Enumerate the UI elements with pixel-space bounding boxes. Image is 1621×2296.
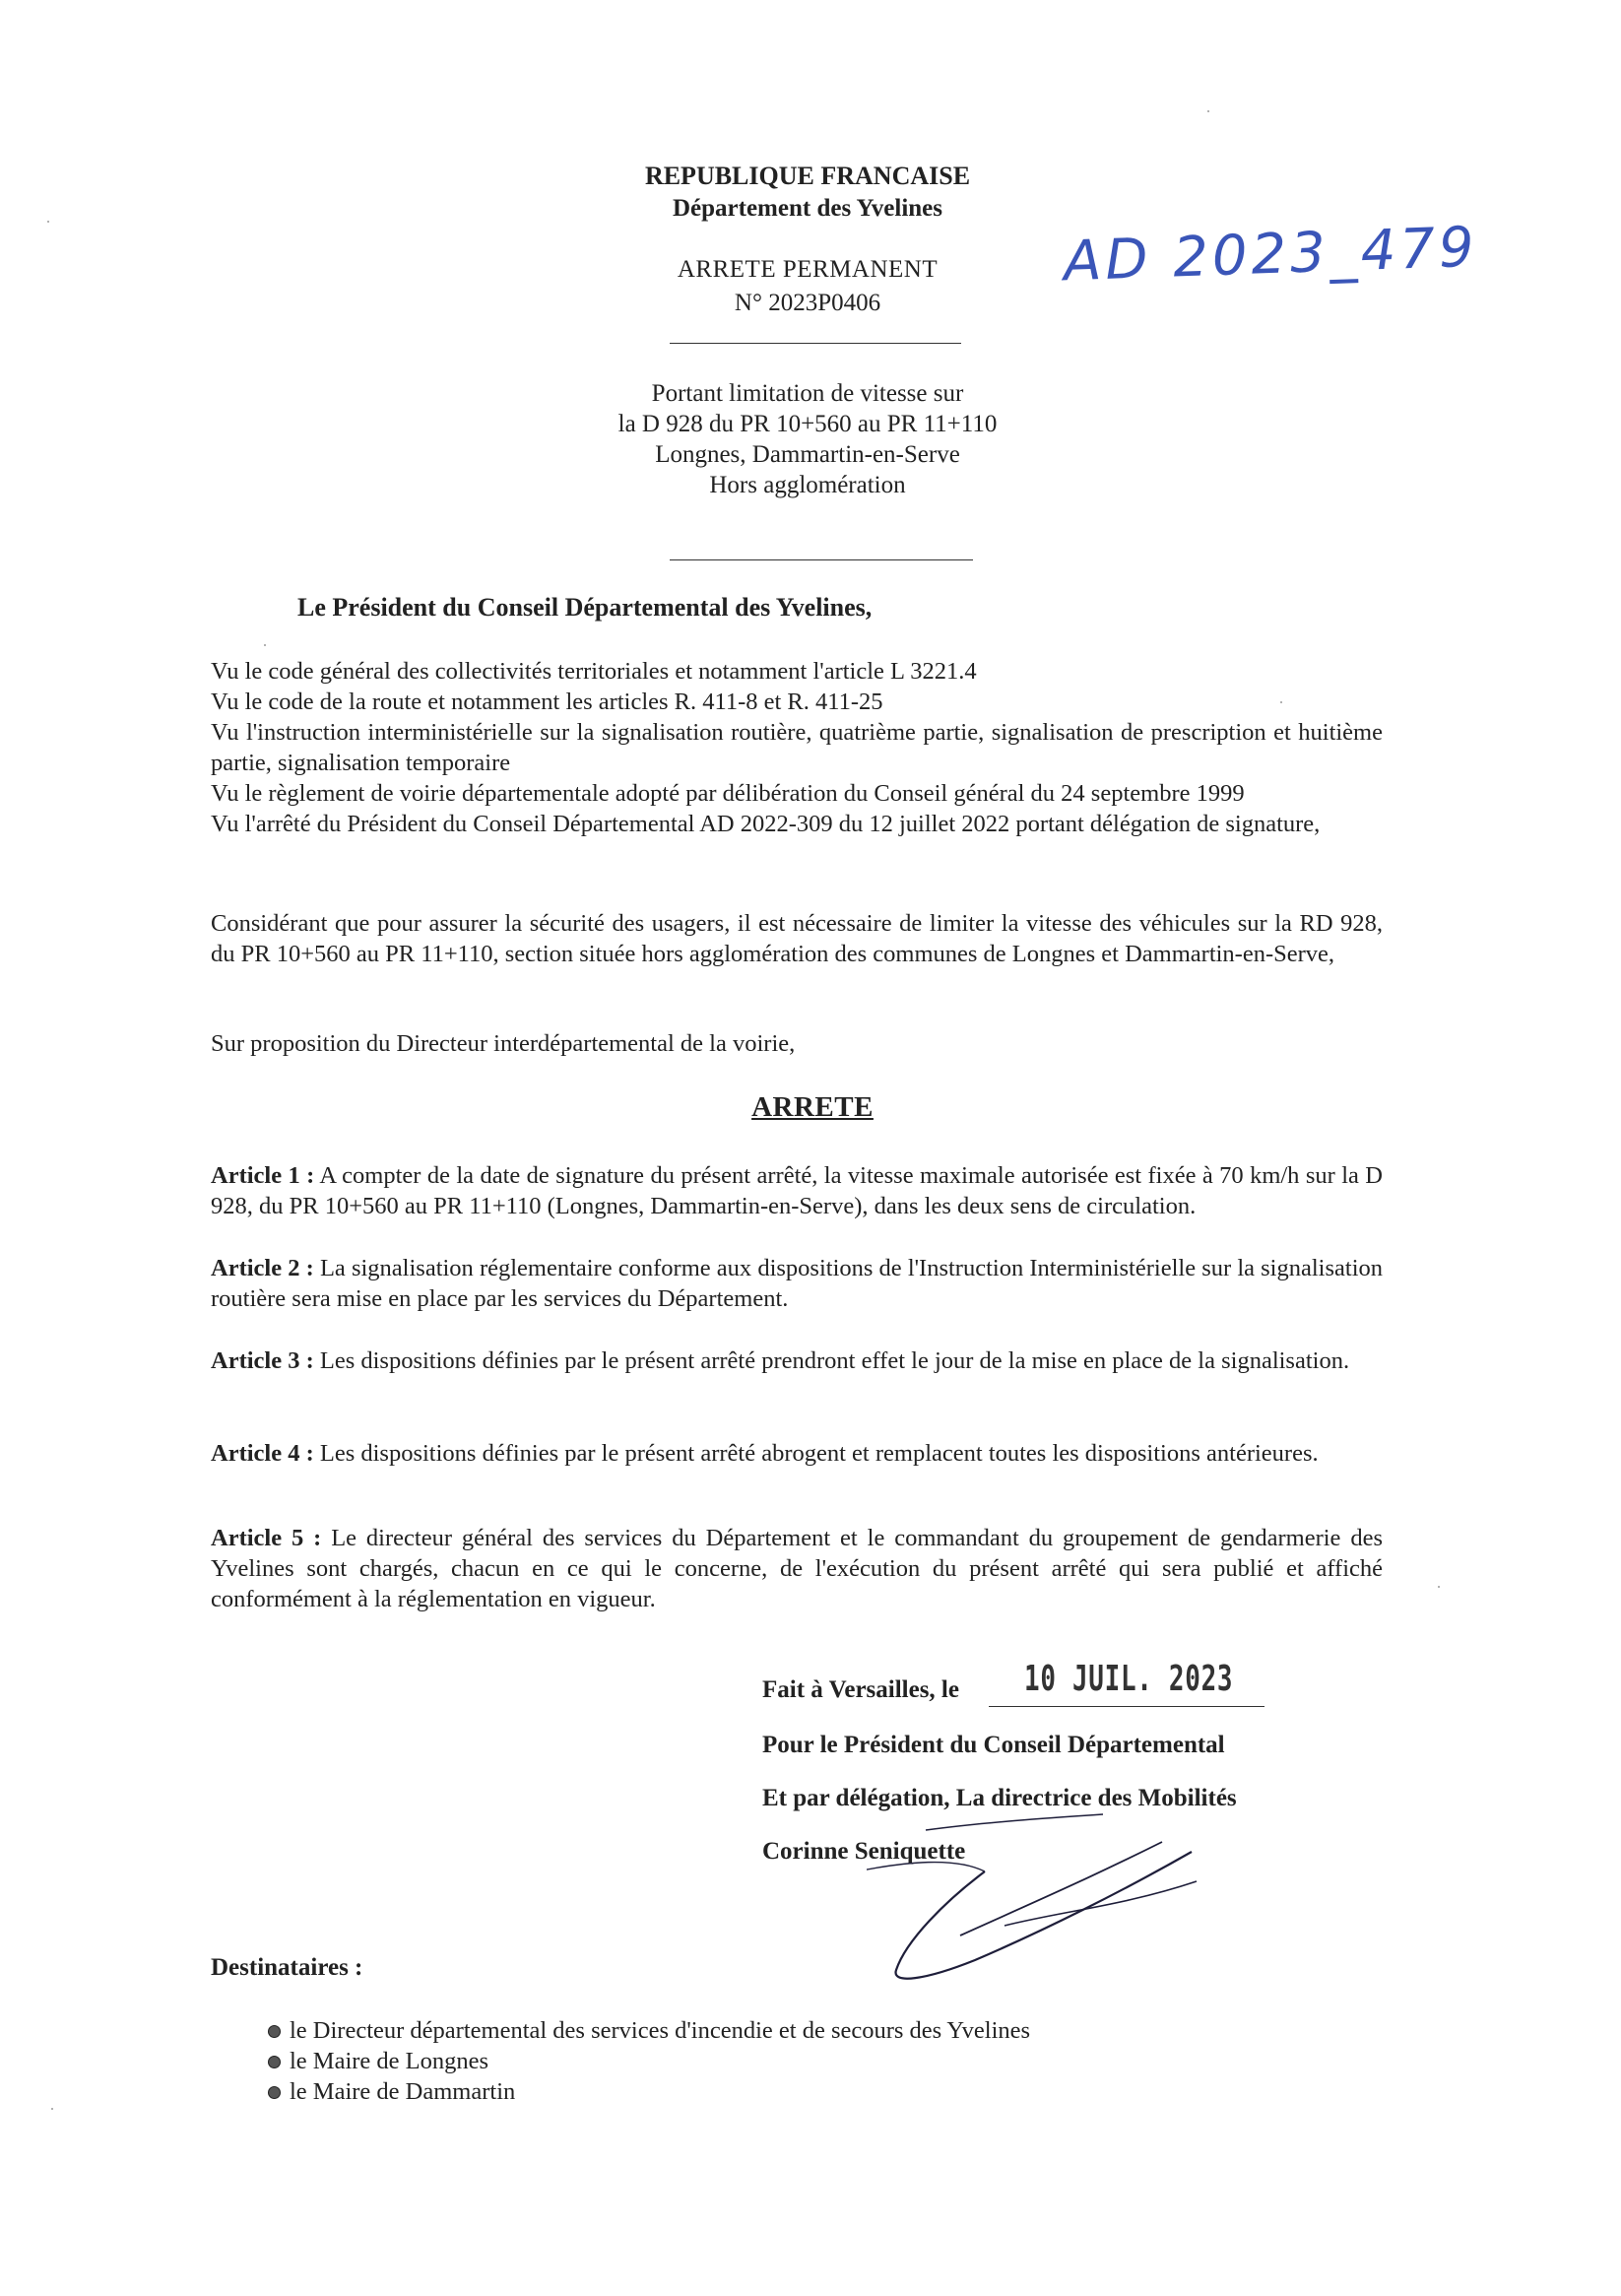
subject-block <box>512 378 1103 500</box>
article-5 <box>211 1523 1383 1614</box>
date-stamp: 10 JUIL. 2023 <box>1024 1659 1234 1699</box>
handwritten-reference: AD 2023_479 <box>1062 215 1479 295</box>
destinataire-text: le Maire de Dammartin <box>290 2078 516 2105</box>
arrete-number: N° 2023P0406 <box>734 290 881 316</box>
visa-line: Vu le code de la route et notamment les articles R. 411-8 et R. 411-25 <box>211 689 883 715</box>
par-delegation: Et par délégation, La directrice des Mobilités <box>762 1785 1237 1811</box>
article-label: Article 1 : <box>211 1162 315 1189</box>
article-3 <box>211 1345 1383 1376</box>
visa-line: Vu le code général des collectivités territoriales et notamment l'article L 3221.4 <box>211 658 977 685</box>
article-text: La signalisation réglementaire conforme aux dispositions de l'Instruction Interministérielle sur la signalisation routière sera mise en place par les services du Département. <box>211 1255 1384 1312</box>
visa-line: Vu l'instruction interministérielle sur la signalisation routière, quatrième partie, signalisation de prescription et huitième partie, signalisation temporaire <box>211 719 1383 776</box>
article-4 <box>211 1438 1383 1469</box>
article-label: Article 5 : <box>211 1525 322 1551</box>
department-title: Département des Yvelines <box>672 195 943 222</box>
subject-line: Hors agglomération <box>709 472 906 498</box>
article-text: Les dispositions définies par le présent arrêté prendront effet le jour de la mise en place de la signalisation. <box>313 1347 1350 1374</box>
republic-title: REPUBLIQUE FRANCAISE <box>644 162 971 190</box>
list-item <box>268 2046 1030 2076</box>
scan-speck <box>51 2108 53 2110</box>
article-label: Article 3 : <box>211 1347 314 1374</box>
scan-speck <box>1207 110 1209 112</box>
arrete-type: ARRETE PERMANENT <box>677 256 939 283</box>
date-underline <box>989 1706 1264 1707</box>
bullet-icon <box>268 2056 281 2068</box>
visa-line: Vu l'arrêté du Président du Conseil Départemental AD 2022-309 du 12 juillet 2022 portant délégation de signature, <box>211 811 1321 837</box>
bullet-icon <box>268 2086 281 2099</box>
president-title: Le Président du Conseil Départemental des Yvelines, <box>297 593 873 622</box>
article-1 <box>211 1160 1383 1221</box>
handwritten-signature <box>867 1812 1221 1990</box>
fait-a-versailles: Fait à Versailles, le <box>762 1676 959 1703</box>
scan-speck <box>264 644 266 646</box>
subject-line: Portant limitation de vitesse sur <box>651 380 964 407</box>
visa-line: Vu le règlement de voirie départementale adopté par délibération du Conseil général du 24 septembre 1999 <box>211 780 1245 807</box>
scan-speck <box>1438 1586 1440 1588</box>
destinataire-text: le Directeur départemental des services d'incendie et de secours des Yvelines <box>290 2017 1031 2044</box>
signer-name: Corinne Seniquette <box>762 1838 966 1865</box>
article-text: A compter de la date de signature du présent arrêté, la vitesse maximale autorisée est fixée à 70 km/h sur la D 928, du PR 10+560 au PR 11+110 (Longnes, Dammartin-en-Serve), dans les deux sens de circulation. <box>211 1162 1383 1219</box>
subject-line: Longnes, Dammartin-en-Serve <box>655 441 960 468</box>
bullet-icon <box>268 2025 281 2038</box>
visas-block <box>211 656 1383 839</box>
scan-speck <box>47 221 49 223</box>
divider <box>670 559 973 560</box>
article-label: Article 4 : <box>211 1440 314 1467</box>
divider <box>670 343 961 344</box>
article-label: Article 2 : <box>211 1255 314 1281</box>
article-2 <box>211 1253 1383 1314</box>
pour-le-president: Pour le Président du Conseil Départemental <box>762 1732 1225 1758</box>
arrete-heading: ARRETE <box>751 1091 874 1123</box>
list-item <box>268 2015 1030 2046</box>
subject-line: la D 928 du PR 10+560 au PR 11+110 <box>617 411 998 437</box>
destinataires-title: Destinataires : <box>211 1954 363 1981</box>
list-item <box>268 2076 1030 2107</box>
proposition-paragraph: Sur proposition du Directeur interdépartemental de la voirie, <box>211 1030 796 1057</box>
article-text: Le directeur général des services du Département et le commandant du groupement de gendarmerie des Yvelines sont chargés, chacun en ce qui le concerne, de l'exécution du présent arrêté qui sera publié et affiché conformément à la réglementation en vigueur. <box>211 1525 1383 1612</box>
article-text: Les dispositions définies par le présent arrêté abrogent et remplacent toutes les dispositions antérieures. <box>313 1440 1319 1467</box>
scan-speck <box>1280 701 1282 703</box>
destinataires-list <box>268 2015 1030 2107</box>
destinataire-text: le Maire de Longnes <box>290 2048 489 2074</box>
considerant-paragraph: Considérant que pour assurer la sécurité des usagers, il est nécessaire de limiter la vitesse des véhicules sur la RD 928, du PR 10+560 au PR 11+110, section située hors agglomération des communes de Longnes et Dammartin-en-Serve, <box>211 910 1383 967</box>
